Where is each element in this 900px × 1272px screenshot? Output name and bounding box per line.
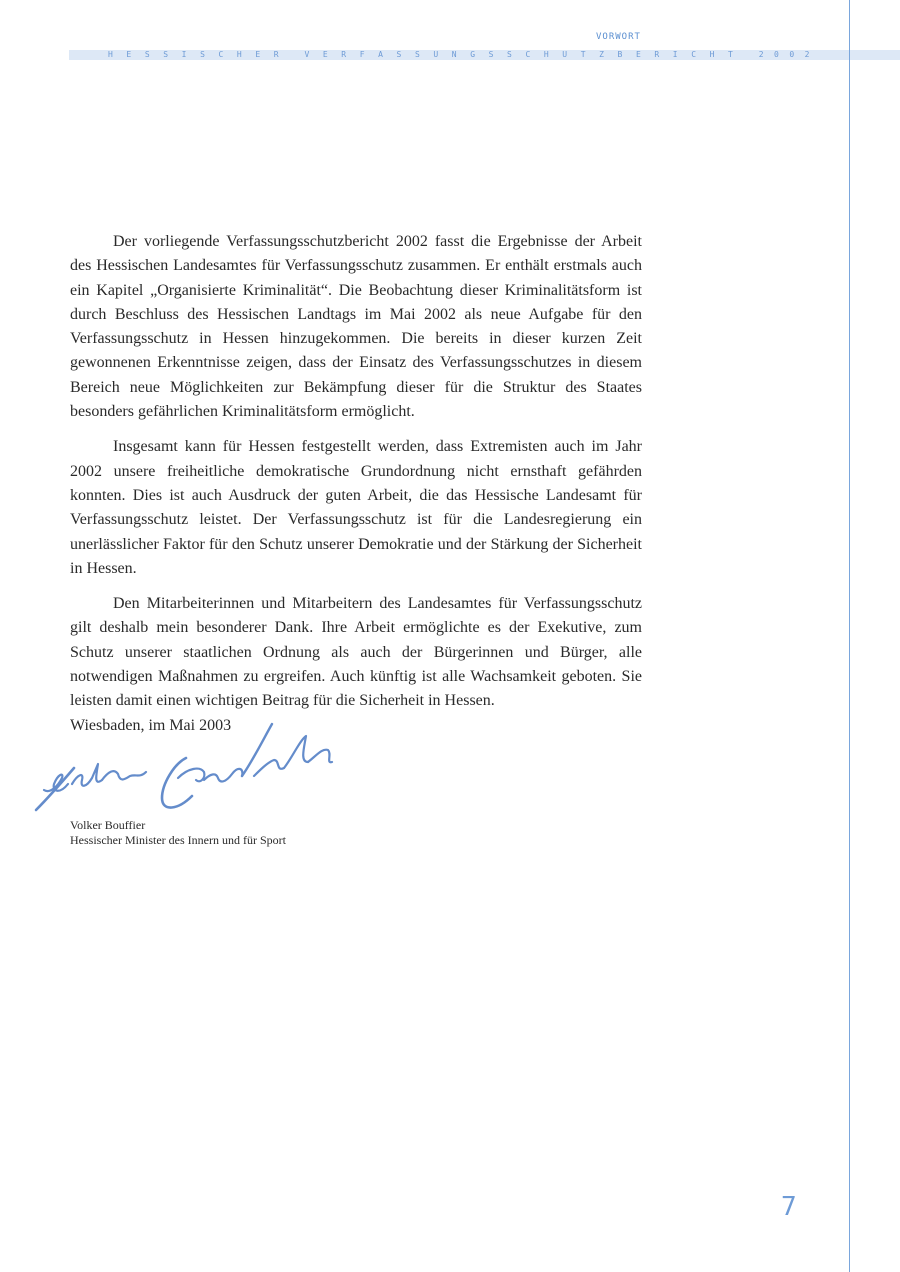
signer-block [70, 818, 286, 848]
foreword-body [70, 230, 642, 725]
page-number: 7 [781, 1192, 797, 1222]
signer-title: Hessischer Minister des Innern und für Sport [70, 833, 286, 847]
running-header [108, 50, 820, 60]
handwritten-signature [28, 718, 338, 818]
paragraph-1: Der vorliegende Verfassungsschutzbericht 2002 fasst die Ergebnisse der Arbeit des Hessischen Landesamtes für Verfassungsschutz zusammen. Er enthält erstmals auch ein Kapitel „Organisierte Kriminalität“. Die Beobachtung dieser Kriminalitätsform ist durch Beschluss des Hessischen Landtags im Mai 2002 als neue Aufgabe für den Verfassungsschutz in Hessen hinzugekommen. Die bereits in dieser kurzen Zeit gewonnenen Erkenntnisse zeigen, dass der Einsatz des Verfassungsschutzes in diesem Bereich neue Möglichkeiten zur Bekämpfung dieser für die Struktur des Staates besonders gefährlichen Kriminalitätsform ermöglicht. [70, 233, 642, 421]
header-year: 2002 [758, 50, 820, 59]
signer-name: Volker Bouffier [70, 818, 146, 832]
header-word-1: HESSISCHER [108, 50, 293, 59]
section-label: VORWORT [596, 32, 641, 42]
right-margin-rule [849, 0, 850, 1272]
paragraph-2: Insgesamt kann für Hessen festgestellt werden, dass Extremisten auch im Jahr 2002 unsere freiheitliche demokratische Grundordnung nicht ernsthaft gefährden konnten. Dies ist auch Ausdruck der guten Arbeit, die das Hessische Landesamt für Verfassungsschutz leistet. Der Verfassungsschutz ist für die Landesregierung ein unerlässlicher Faktor für den Schutz unserer Demokratie und der Stärkung der Sicherheit in Hessen. [70, 438, 642, 577]
header-word-2: VERFASSUNGSSCHUTZBERICHT [304, 50, 747, 59]
paragraph-3: Den Mitarbeiterinnen und Mitarbeitern des Landesamtes für Verfassungsschutz gilt deshalb mein besonderer Dank. Ihre Arbeit ermöglichte es der Exekutive, zum Schutz unserer staatlichen Ordnung als auch der Bürgerinnen und Bürger, alle notwendigen Maßnahmen zu ergreifen. Auch künftig ist alle Wachsamkeit geboten. Sie leisten damit einen wichtigen Beitrag für die Sicherheit in Hessen. [70, 595, 642, 710]
place-date: Wiesbaden, im Mai 2003 [70, 717, 232, 734]
